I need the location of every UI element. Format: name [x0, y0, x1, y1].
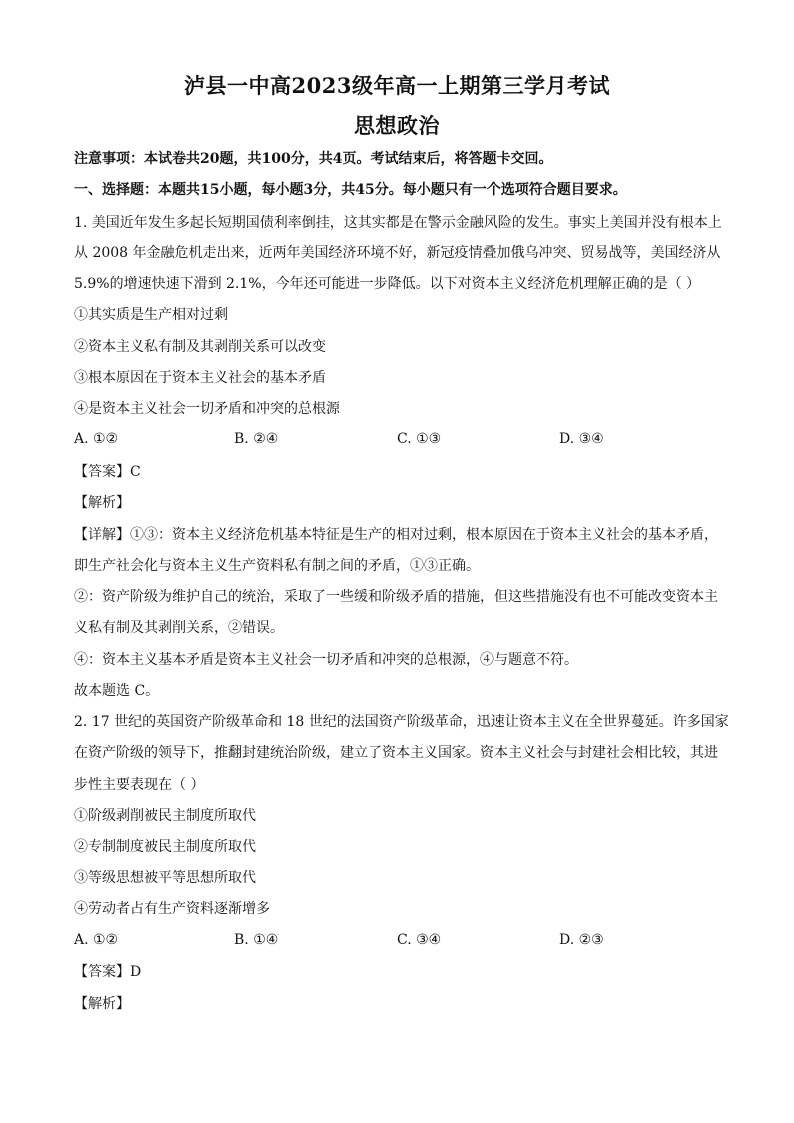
q2-option-c: C. ③④ [397, 932, 442, 948]
q1-option-a: A. ①② [74, 431, 119, 447]
q1-detail-line-3: ②：资产阶级为维护自己的统治，采取了一些缓和阶级矛盾的措施，但这些措施没有也不可能改变资本主 [74, 589, 718, 605]
q2-item-2: ②专制制度被民主制度所取代 [74, 839, 256, 855]
q1-stem-line-3: 5.9%的增速快速下滑到 2.1%，今年还可能进一步降低。以下对资本主义经济危机理解正确的是（ ） [74, 276, 701, 292]
q1-item-4: ④是资本主义社会一切矛盾和冲突的总根源 [74, 401, 340, 417]
q2-stem-line-2: 在资产阶级的领导下，推翻封建统治阶级，建立了资本主义国家。资本主义社会与封建社会相比较，其进 [74, 745, 718, 761]
q1-option-c: C. ①③ [397, 431, 442, 447]
section-heading: 一、选择题：本题共15小题，每小题3分，共45分。每小题只有一个选项符合题目要求。 [74, 182, 627, 198]
q1-stem-line-2: 从 2008 年金融危机走出来，近两年美国经济环境不好，新冠疫情叠加俄乌冲突、贸易战等，美国经济从 [74, 245, 721, 261]
q1-answer: 【答案】C [74, 464, 141, 480]
subject-title: 思想政治 [354, 113, 440, 138]
q1-item-3: ③根本原因在于资本主义社会的基本矛盾 [74, 370, 326, 386]
q1-analysis-label: 【解析】 [74, 495, 130, 511]
q1-option-b: B. ②④ [234, 431, 279, 447]
q1-item-2: ②资本主义私有制及其剥削关系可以改变 [74, 339, 326, 355]
q1-options [74, 431, 724, 449]
q2-stem-line-3: 步性主要表现在（ ） [74, 777, 205, 793]
q2-option-b: B. ①④ [234, 932, 279, 948]
q2-option-d: D. ②③ [559, 932, 604, 948]
q1-detail-line-6: 故本题选 C。 [74, 683, 160, 699]
q2-analysis-label: 【解析】 [74, 996, 130, 1012]
q1-detail-line-1: 【详解】①③：资本主义经济危机基本特征是生产的相对过剩，根本原因在于资本主义社会的基本矛盾， [74, 527, 718, 543]
q2-item-1: ①阶级剥削被民主制度所取代 [74, 808, 256, 824]
q2-options [74, 932, 724, 950]
q2-answer: 【答案】D [74, 964, 142, 980]
exam-title: 泸县一中高2023级年高一上期第三学月考试 [184, 73, 610, 98]
q2-item-4: ④劳动者占有生产资料逐渐增多 [74, 901, 270, 917]
q1-detail-line-2: 即生产社会化与资本主义生产资料私有制之间的矛盾，①③正确。 [74, 558, 480, 574]
q1-stem-line-1: 1. 美国近年发生多起长短期国债利率倒挂，这其实都是在警示金融风险的发生。事实上美国并没有根本上 [74, 215, 722, 231]
q1-detail-line-4: 义私有制及其剥削关系，②错误。 [74, 620, 284, 636]
q1-option-d: D. ③④ [559, 431, 604, 447]
notice-text: 注意事项：本试卷共20题，共100分，共4页。考试结束后，将答题卡交回。 [74, 151, 553, 167]
q1-detail-line-5: ④：资本主义基本矛盾是资本主义社会一切矛盾和冲突的总根源，④与题意不符。 [74, 652, 578, 668]
q2-option-a: A. ①② [74, 932, 119, 948]
q1-item-1: ①其实质是生产相对过剩 [74, 307, 228, 323]
q2-item-3: ③等级思想被平等思想所取代 [74, 870, 256, 886]
q2-stem-line-1: 2. 17 世纪的英国资产阶级革命和 18 世纪的法国资产阶级革命，迅速让资本主义在全世界蔓延。许多国家 [74, 714, 729, 730]
